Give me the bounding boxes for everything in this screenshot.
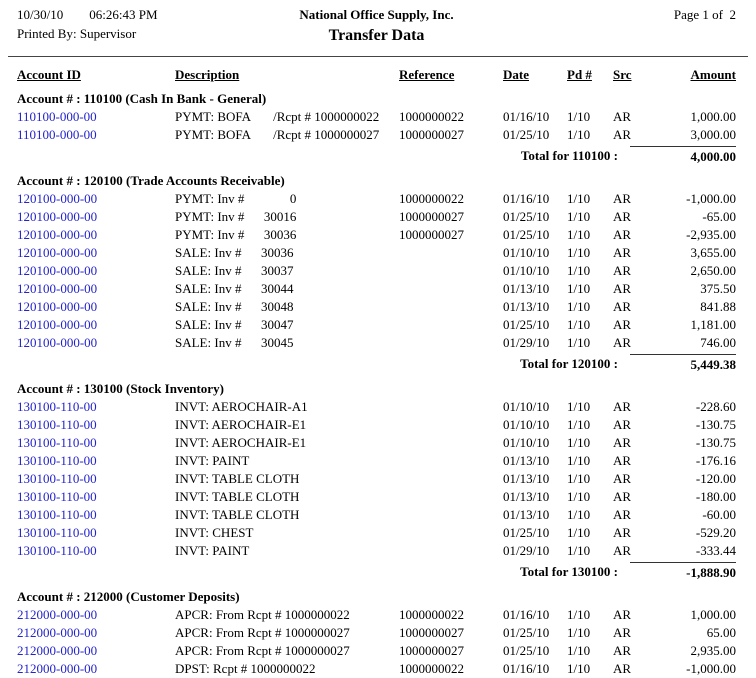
amount-cell: -176.16	[695, 453, 736, 468]
source-cell: AR	[613, 281, 632, 296]
account-id-link[interactable]: 212000-000-00	[17, 643, 98, 658]
date-cell: 01/13/10	[503, 471, 550, 486]
description-cell: INVT: PAINT	[175, 453, 250, 468]
account-id-link[interactable]: 120100-000-00	[17, 227, 98, 242]
total-amount: -1,888.90	[630, 562, 736, 582]
reference-cell: 1000000027	[399, 643, 464, 658]
account-id-link[interactable]: 120100-000-00	[17, 317, 98, 332]
description-cell: APCR: From Rcpt # 1000000027	[175, 625, 350, 640]
amount-cell: -60.00	[702, 507, 736, 522]
period-cell: 1/10	[567, 661, 591, 676]
source-cell: AR	[613, 489, 632, 504]
period-cell: 1/10	[567, 643, 591, 658]
period-cell: 1/10	[567, 435, 591, 450]
account-rows	[17, 108, 736, 144]
reference-cell: 1000000022	[399, 109, 464, 124]
reference-cell	[399, 506, 503, 524]
account-id-link[interactable]: 130100-110-00	[17, 543, 97, 558]
source-cell: AR	[613, 625, 632, 640]
source-cell: AR	[613, 453, 632, 468]
description-cell: INVT: TABLE CLOTH	[175, 471, 300, 486]
account-id-link[interactable]: 120100-000-00	[17, 209, 98, 224]
amount-cell: 65.00	[706, 625, 736, 640]
account-section	[17, 172, 736, 374]
amount-cell: 1,000.00	[690, 607, 736, 622]
period-cell: 1/10	[567, 299, 591, 314]
source-cell: AR	[613, 661, 632, 676]
amount-cell: 1,000.00	[690, 109, 736, 124]
table-row	[17, 606, 736, 624]
description-cell: PYMT: Inv # 0	[175, 191, 297, 206]
account-heading: Account # : 120100 (Trade Accounts Receivable)	[17, 173, 285, 188]
account-id-link[interactable]: 130100-110-00	[17, 453, 97, 468]
col-header-date: Date	[503, 67, 529, 82]
source-cell: AR	[613, 335, 632, 350]
date-cell: 01/25/10	[503, 227, 550, 242]
account-id-link[interactable]: 130100-110-00	[17, 417, 97, 432]
table-row	[17, 190, 736, 208]
amount-cell: -120.00	[695, 471, 736, 486]
amount-cell: 375.50	[700, 281, 736, 296]
account-section	[17, 588, 736, 678]
date-cell: 01/25/10	[503, 209, 550, 224]
description-cell: INVT: CHEST	[175, 525, 254, 540]
period-cell: 1/10	[567, 127, 591, 142]
table-row	[17, 452, 736, 470]
account-id-link[interactable]: 130100-110-00	[17, 471, 97, 486]
account-heading: Account # : 130100 (Stock Inventory)	[17, 381, 224, 396]
account-rows	[17, 606, 736, 678]
report-body	[17, 90, 736, 678]
date-cell: 01/25/10	[503, 643, 550, 658]
reference-cell	[399, 316, 503, 334]
date-cell: 01/16/10	[503, 191, 550, 206]
description-cell: APCR: From Rcpt # 1000000022	[175, 607, 350, 622]
source-cell: AR	[613, 525, 632, 540]
account-rows	[17, 398, 736, 560]
description-cell: SALE: Inv # 30045	[175, 335, 294, 350]
amount-cell: 841.88	[700, 299, 736, 314]
company-name: National Office Supply, Inc.	[299, 7, 454, 22]
period-cell: 1/10	[567, 417, 591, 432]
table-row	[17, 416, 736, 434]
date-cell: 01/29/10	[503, 543, 550, 558]
table-row	[17, 280, 736, 298]
period-cell: 1/10	[567, 489, 591, 504]
reference-cell: 1000000022	[399, 191, 464, 206]
reference-cell	[399, 262, 503, 280]
period-cell: 1/10	[567, 507, 591, 522]
date-cell: 01/13/10	[503, 453, 550, 468]
reference-cell	[399, 398, 503, 416]
table-row	[17, 316, 736, 334]
reference-cell	[399, 416, 503, 434]
period-cell: 1/10	[567, 263, 591, 278]
section-total-row	[17, 146, 736, 166]
header-row-1	[17, 7, 736, 26]
table-row	[17, 506, 736, 524]
description-cell: SALE: Inv # 30047	[175, 317, 294, 332]
reference-cell	[399, 334, 503, 352]
table-row	[17, 398, 736, 416]
description-cell: INVT: AEROCHAIR-E1	[175, 435, 307, 450]
account-heading: Account # : 212000 (Customer Deposits)	[17, 589, 240, 604]
reference-cell: 1000000027	[399, 127, 464, 142]
date-cell: 01/25/10	[503, 625, 550, 640]
table-row	[17, 624, 736, 642]
account-id-link[interactable]: 120100-000-00	[17, 245, 98, 260]
reference-cell: 1000000027	[399, 625, 464, 640]
total-amount: 5,449.38	[630, 354, 736, 374]
report-date: 10/30/10	[17, 7, 64, 22]
date-cell: 01/16/10	[503, 109, 550, 124]
date-cell: 01/13/10	[503, 507, 550, 522]
col-header-period: Pd #	[567, 67, 592, 82]
total-label: Total for 120100 :	[520, 356, 618, 371]
amount-cell: 746.00	[700, 335, 736, 350]
account-id-link[interactable]: 212000-000-00	[17, 625, 98, 640]
total-label: Total for 130100 :	[520, 564, 618, 579]
total-amount: 4,000.00	[630, 146, 736, 166]
period-cell: 1/10	[567, 109, 591, 124]
col-header-account-id: Account ID	[17, 67, 81, 82]
account-id-link[interactable]: 120100-000-00	[17, 281, 98, 296]
date-cell: 01/13/10	[503, 281, 550, 296]
account-id-link[interactable]: 120100-000-00	[17, 191, 98, 206]
report-title: Transfer Data	[328, 27, 425, 44]
account-id-link[interactable]: 130100-110-00	[17, 525, 97, 540]
source-cell: AR	[613, 191, 632, 206]
printed-by: Printed By: Supervisor	[17, 26, 137, 41]
description-cell: APCR: From Rcpt # 1000000027	[175, 643, 350, 658]
table-row	[17, 208, 736, 226]
amount-cell: 2,935.00	[690, 643, 736, 658]
period-cell: 1/10	[567, 335, 591, 350]
period-cell: 1/10	[567, 543, 591, 558]
reference-cell: 1000000027	[399, 227, 464, 242]
date-cell: 01/10/10	[503, 399, 550, 414]
source-cell: AR	[613, 607, 632, 622]
date-cell: 01/10/10	[503, 435, 550, 450]
description-cell: INVT: TABLE CLOTH	[175, 489, 300, 504]
account-rows	[17, 190, 736, 352]
table-row	[17, 226, 736, 244]
source-cell: AR	[613, 109, 632, 124]
description-cell: PYMT: Inv # 30036	[175, 227, 297, 242]
account-id-link[interactable]: 130100-110-00	[17, 435, 97, 450]
amount-cell: 1,181.00	[690, 317, 736, 332]
section-total-row	[17, 562, 736, 582]
source-cell: AR	[613, 209, 632, 224]
period-cell: 1/10	[567, 471, 591, 486]
date-cell: 01/10/10	[503, 245, 550, 260]
table-row	[17, 108, 736, 126]
date-cell: 01/13/10	[503, 299, 550, 314]
period-cell: 1/10	[567, 607, 591, 622]
reference-cell	[399, 244, 503, 262]
period-cell: 1/10	[567, 245, 591, 260]
source-cell: AR	[613, 317, 632, 332]
period-cell: 1/10	[567, 317, 591, 332]
amount-cell: 3,000.00	[690, 127, 736, 142]
description-cell: INVT: PAINT	[175, 543, 250, 558]
period-cell: 1/10	[567, 399, 591, 414]
header-row-2	[17, 26, 736, 48]
description-cell: INVT: AEROCHAIR-E1	[175, 417, 307, 432]
reference-cell	[399, 452, 503, 470]
account-id-link[interactable]: 120100-000-00	[17, 263, 98, 278]
account-id-link[interactable]: 130100-110-00	[17, 399, 97, 414]
amount-cell: -130.75	[695, 435, 736, 450]
source-cell: AR	[613, 299, 632, 314]
period-cell: 1/10	[567, 625, 591, 640]
amount-cell: -228.60	[695, 399, 736, 414]
amount-cell: 3,655.00	[690, 245, 736, 260]
source-cell: AR	[613, 399, 632, 414]
description-cell: SALE: Inv # 30044	[175, 281, 294, 296]
report-header	[8, 7, 748, 57]
account-id-link[interactable]: 130100-110-00	[17, 507, 97, 522]
total-label: Total for 110100 :	[520, 148, 618, 163]
reference-cell	[399, 488, 503, 506]
account-heading: Account # : 110100 (Cash In Bank - General)	[17, 91, 267, 106]
period-cell: 1/10	[567, 209, 591, 224]
amount-cell: -130.75	[695, 417, 736, 432]
amount-cell: 2,650.00	[690, 263, 736, 278]
description-cell: DPST: Rcpt # 1000000022	[175, 661, 316, 676]
source-cell: AR	[613, 245, 632, 260]
description-cell: INVT: TABLE CLOTH	[175, 507, 300, 522]
date-cell: 01/25/10	[503, 127, 550, 142]
period-cell: 1/10	[567, 191, 591, 206]
page-number: Page 1 of 2	[673, 7, 736, 22]
col-header-amount: Amount	[690, 67, 736, 82]
table-row	[17, 126, 736, 144]
account-id-link[interactable]: 130100-110-00	[17, 489, 97, 504]
date-cell: 01/10/10	[503, 417, 550, 432]
account-section	[17, 380, 736, 582]
source-cell: AR	[613, 507, 632, 522]
date-cell: 01/16/10	[503, 661, 550, 676]
table-row	[17, 298, 736, 316]
description-cell: SALE: Inv # 30037	[175, 263, 294, 278]
source-cell: AR	[613, 263, 632, 278]
period-cell: 1/10	[567, 227, 591, 242]
table-row	[17, 334, 736, 352]
reference-cell	[399, 470, 503, 488]
table-row	[17, 262, 736, 280]
account-id-link[interactable]: 110100-000-00	[17, 127, 97, 142]
date-cell: 01/25/10	[503, 317, 550, 332]
source-cell: AR	[613, 543, 632, 558]
date-cell: 01/13/10	[503, 489, 550, 504]
period-cell: 1/10	[567, 281, 591, 296]
table-row	[17, 244, 736, 262]
amount-cell: -529.20	[695, 525, 736, 540]
source-cell: AR	[613, 643, 632, 658]
report-time: 06:26:43 PM	[89, 7, 158, 22]
account-id-link[interactable]: 212000-000-00	[17, 661, 98, 676]
account-id-link[interactable]: 120100-000-00	[17, 335, 98, 350]
description-cell: INVT: AEROCHAIR-A1	[175, 399, 308, 414]
amount-cell: -333.44	[695, 543, 736, 558]
description-cell: PYMT: BOFA /Rcpt # 1000000027	[175, 127, 380, 142]
reference-cell	[399, 542, 503, 560]
reference-cell: 1000000027	[399, 209, 464, 224]
period-cell: 1/10	[567, 525, 591, 540]
table-row	[17, 542, 736, 560]
amount-cell: -2,935.00	[686, 227, 736, 242]
description-cell: SALE: Inv # 30048	[175, 299, 294, 314]
period-cell: 1/10	[567, 453, 591, 468]
table-row	[17, 524, 736, 542]
table-row	[17, 470, 736, 488]
reference-cell	[399, 434, 503, 452]
source-cell: AR	[613, 417, 632, 432]
account-section	[17, 90, 736, 166]
source-cell: AR	[613, 435, 632, 450]
date-cell: 01/29/10	[503, 335, 550, 350]
reference-cell	[399, 524, 503, 542]
amount-cell: -1,000.00	[686, 661, 736, 676]
table-row	[17, 642, 736, 660]
reference-cell: 1000000022	[399, 607, 464, 622]
description-cell: SALE: Inv # 30036	[175, 245, 294, 260]
reference-cell: 1000000022	[399, 661, 464, 676]
reference-cell	[399, 298, 503, 316]
table-row	[17, 434, 736, 452]
column-headers	[17, 67, 736, 83]
amount-cell: -65.00	[702, 209, 736, 224]
col-header-source: Src	[613, 67, 632, 82]
amount-cell: -180.00	[695, 489, 736, 504]
source-cell: AR	[613, 127, 632, 142]
amount-cell: -1,000.00	[686, 191, 736, 206]
source-cell: AR	[613, 227, 632, 242]
col-header-reference: Reference	[399, 67, 455, 82]
source-cell: AR	[613, 471, 632, 486]
description-cell: PYMT: Inv # 30016	[175, 209, 297, 224]
reference-cell	[399, 280, 503, 298]
account-id-link[interactable]: 110100-000-00	[17, 109, 97, 124]
date-cell: 01/16/10	[503, 607, 550, 622]
account-id-link[interactable]: 120100-000-00	[17, 299, 98, 314]
table-row	[17, 488, 736, 506]
description-cell: PYMT: BOFA /Rcpt # 1000000022	[175, 109, 380, 124]
section-total-row	[17, 354, 736, 374]
col-header-description: Description	[175, 67, 240, 82]
date-cell: 01/25/10	[503, 525, 550, 540]
date-cell: 01/10/10	[503, 263, 550, 278]
account-id-link[interactable]: 212000-000-00	[17, 607, 98, 622]
